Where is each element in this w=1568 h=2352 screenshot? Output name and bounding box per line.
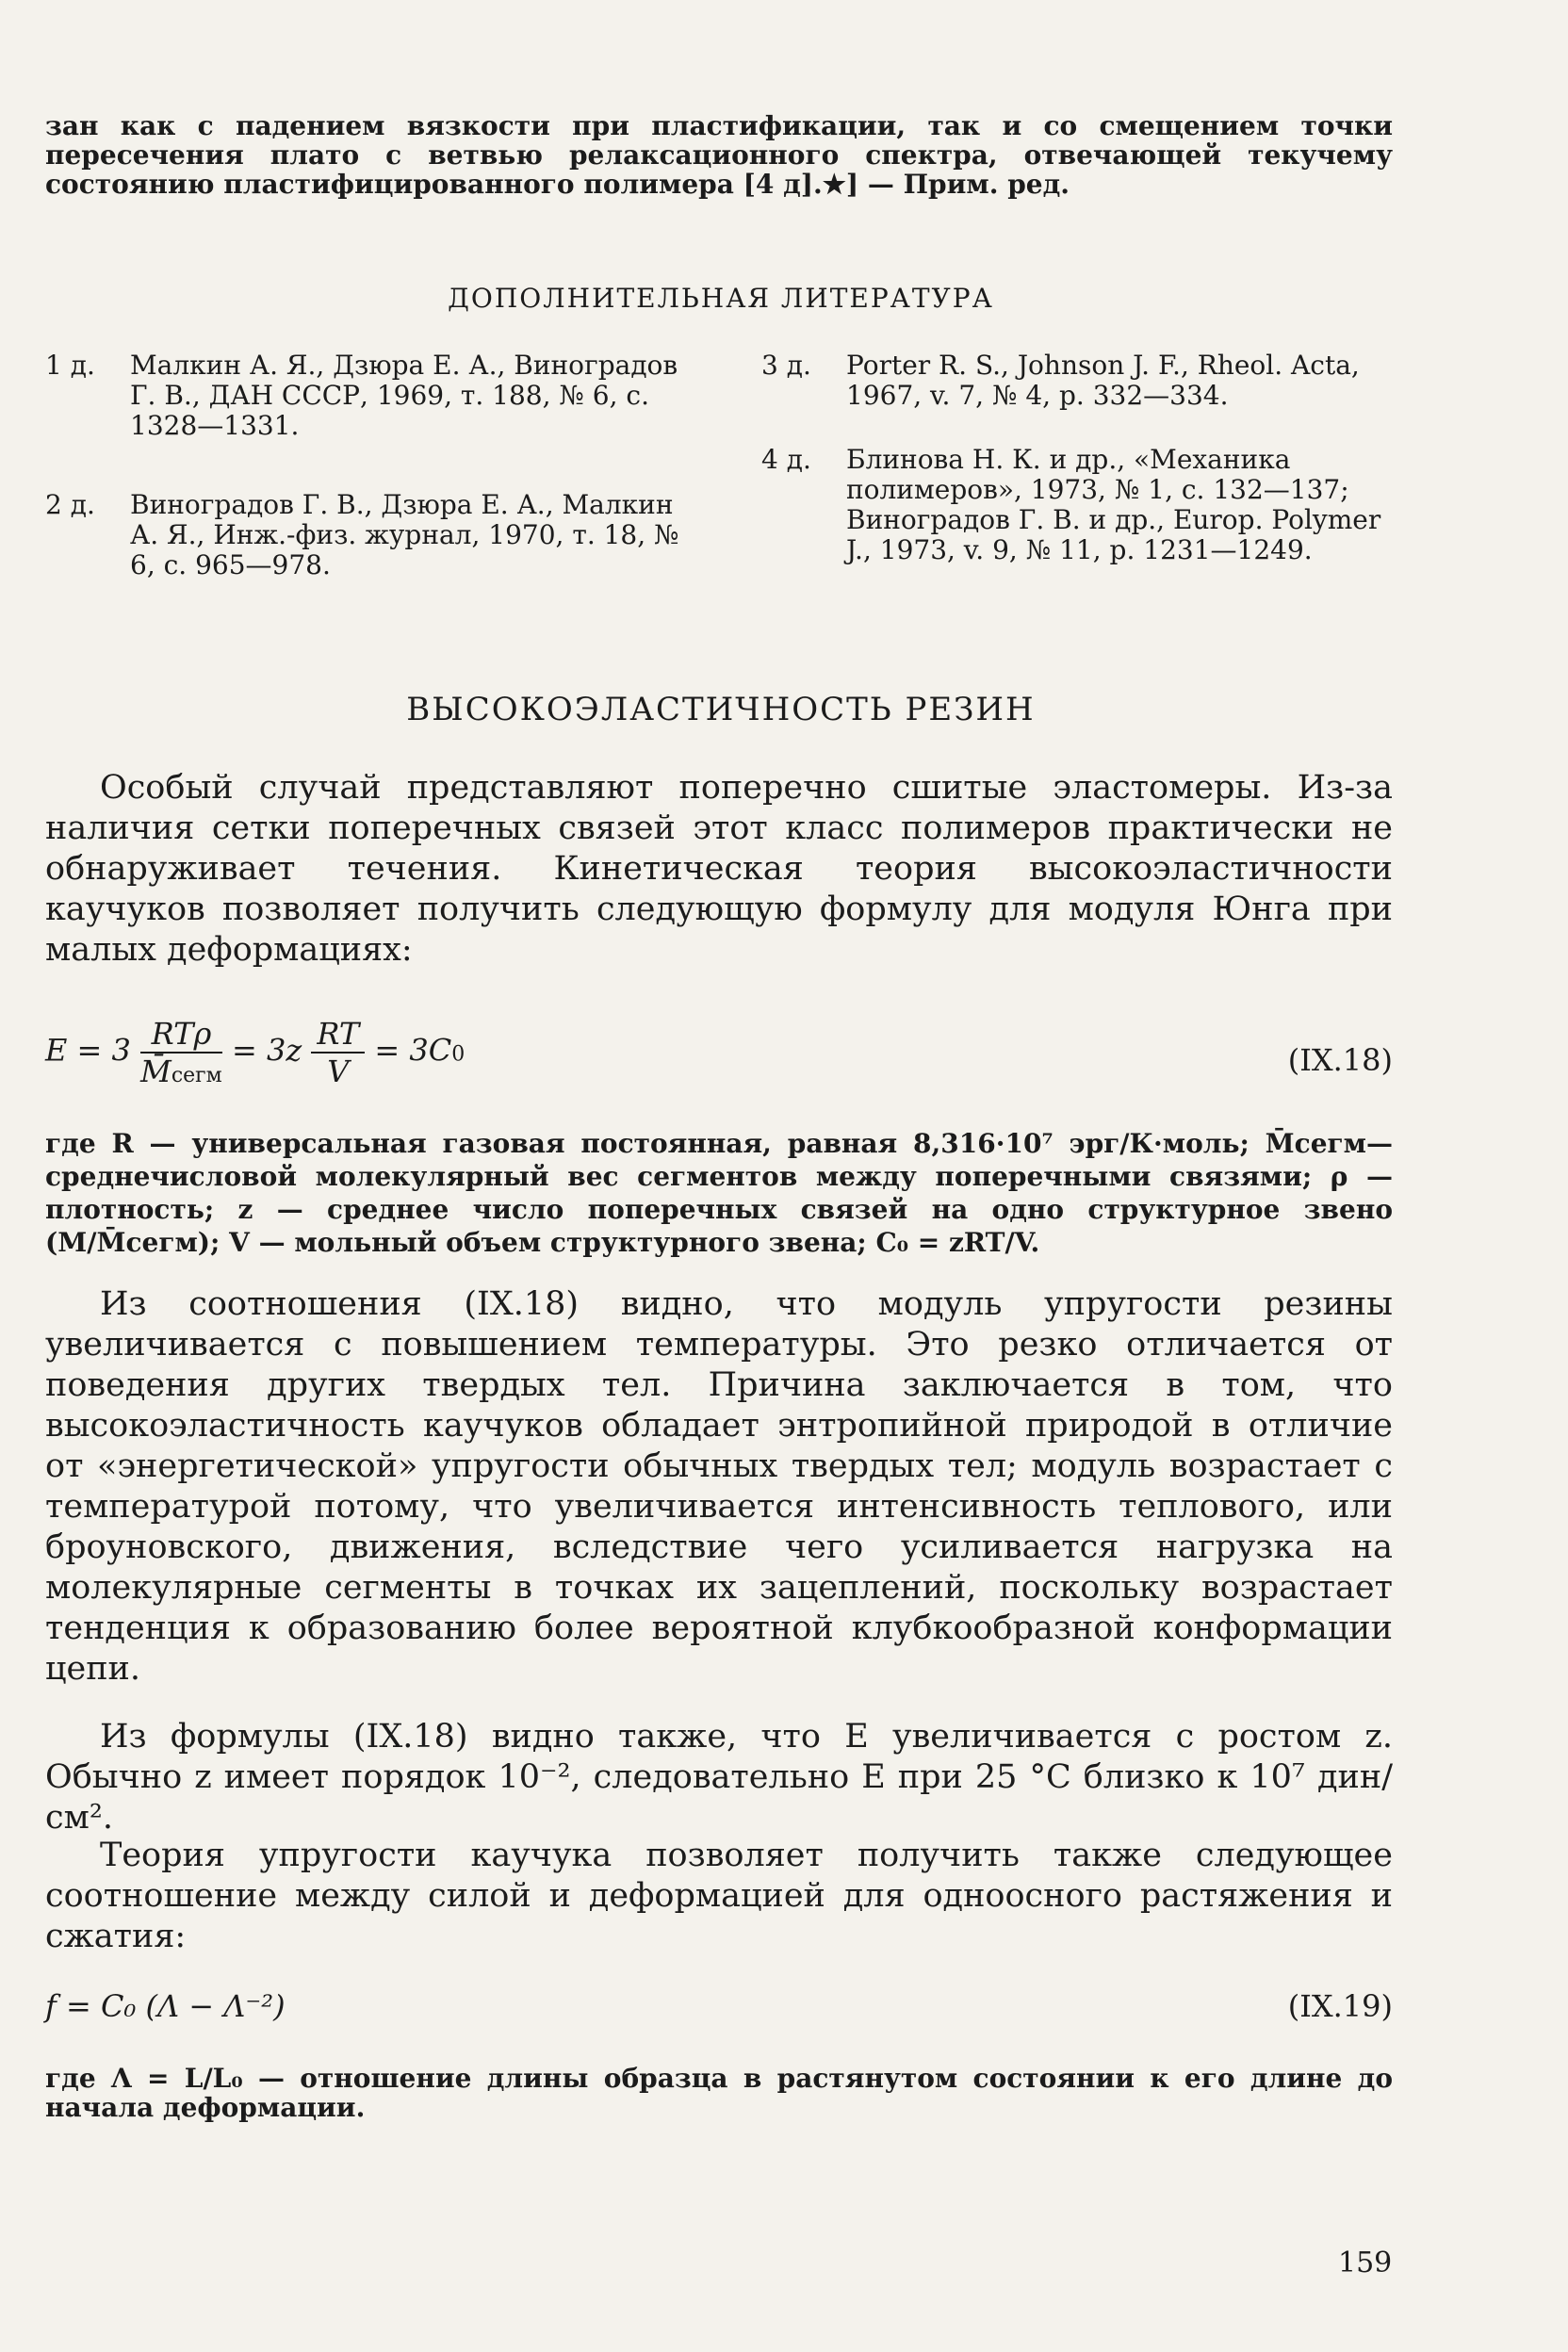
equation-number: (IX.19) <box>1287 1988 1393 2024</box>
paragraph-1: Из соотношения (IX.18) видно, что модуль упругости резины увеличивается с повышением температуры. Это резко отличается от поведения других твердых тел. Причина заключается в том, что высокоэластичность каучуков обладает энтропийной природой в отличие от «энергетической» упругости обычных твердых тел; модуль возрастает с температурой потому, что увеличивается интенсивность теплового, или броуновского, движения, вследствие чего усиливается нагрузка на молекулярные сегменты в точках их зацеплений, поскольку возрастает тенденция к образованию более вероятной клубкообразной конформации цепи. <box>45 1285 1393 1688</box>
fraction-2-denominator: V <box>327 1054 350 1089</box>
reference-text: Виноградов Г. В., Дзюра Е. А., Малкин А. Я., Инж.-физ. журнал, 1970, т. 18, № 6, с. 965—978. <box>130 489 679 580</box>
reference-text: Малкин А. Я., Дзюра Е. А., Виноградов Г. В., ДАН СССР, 1969, т. 188, № 6, с. 1328—1331. <box>130 350 678 441</box>
fraction-1-numerator: RTρ <box>140 1016 222 1054</box>
equation-number: (IX.18) <box>1287 1042 1393 1078</box>
section-heading: ВЫСОКОЭЛАСТИЧНОСТЬ РЕЗИН <box>406 691 1036 728</box>
reference-number: 3 д. <box>761 350 811 381</box>
fraction-1 <box>140 1016 222 1089</box>
intro-paragraph: Особый случай представляют поперечно сшитые эластомеры. Из-за наличия сетки поперечных связей этот класс полимеров практически не обнаруживает течения. Кинетическая теория высокоэластичности каучуков позволяет получить следующую формулу для модуля Юнга при малых деформациях: <box>45 769 1393 969</box>
fraction-1-denominator: M̄сегм <box>140 1054 222 1089</box>
reference-number: 1 д. <box>45 350 95 381</box>
equation-2-legend: где Λ = L/L₀ — отношение длины образца в растянутом состоянии к его длине до начала деформации. <box>45 2063 1393 2123</box>
reference-text: Блинова Н. К. и др., «Механика полимеров», 1973, № 1, с. 132—137; Виноградов Г. В. и др., Europ. Polymer J., 1973, v. 9, № 11, p. 1231—1249. <box>846 444 1381 565</box>
equation-expression: f = C₀ (Λ − Λ⁻²) <box>45 1988 286 2024</box>
fraction-2 <box>311 1016 365 1089</box>
page-number: 159 <box>1338 2246 1393 2279</box>
paragraph-2: Из формулы (IX.18) видно также, что E увеличивается с ростом z. Обычно z имеет порядок 10⁻², следовательно E при 25 °С близко к 10⁷ дин/см². <box>45 1718 1393 1837</box>
equation-lhs: E = 3 <box>45 1032 131 1069</box>
paragraph-3: Теория упругости каучука позволяет получить также следующее соотношение между силой и деформацией для одноосного растяжения и сжатия: <box>45 1837 1393 1955</box>
equation-ix-19 <box>45 1988 1393 2035</box>
equation-rhs-subscript: 0 <box>451 1042 466 1067</box>
literature-heading: ДОПОЛНИТЕЛЬНАЯ ЛИТЕРАТУРА <box>448 283 994 314</box>
top-note: зан как с падением вязкости при пластификации, так и со смещением точки пересечения плато с ветвью релаксационного спектра, отвечающей текучему состоянию пластифицированного полимера [4 д].★] — Прим. ред. <box>45 110 1393 200</box>
reference-number: 4 д. <box>761 444 811 475</box>
equation-legend: где R — универсальная газовая постоянная, равная 8,316·10⁷ эрг/К·моль; M̄сегм— среднечисловой молекулярный вес сегментов между поперечными связями; ρ — плотность; z — среднее число поперечных связей на одно структурное звено (M/M̄сегм); V — мольный объем структурного звена; C₀ = zRT/V. <box>45 1128 1393 1258</box>
equation-middle: = 3z <box>231 1032 302 1069</box>
equation-ix-18 <box>45 1016 1393 1119</box>
equation-rhs: = 3C <box>374 1032 452 1069</box>
reference-text: Porter R. S., Johnson J. F., Rheol. Acta, 1967, v. 7, № 4, p. 332—334. <box>846 350 1360 411</box>
fraction-2-numerator: RT <box>311 1016 365 1054</box>
reference-number: 2 д. <box>45 489 95 520</box>
